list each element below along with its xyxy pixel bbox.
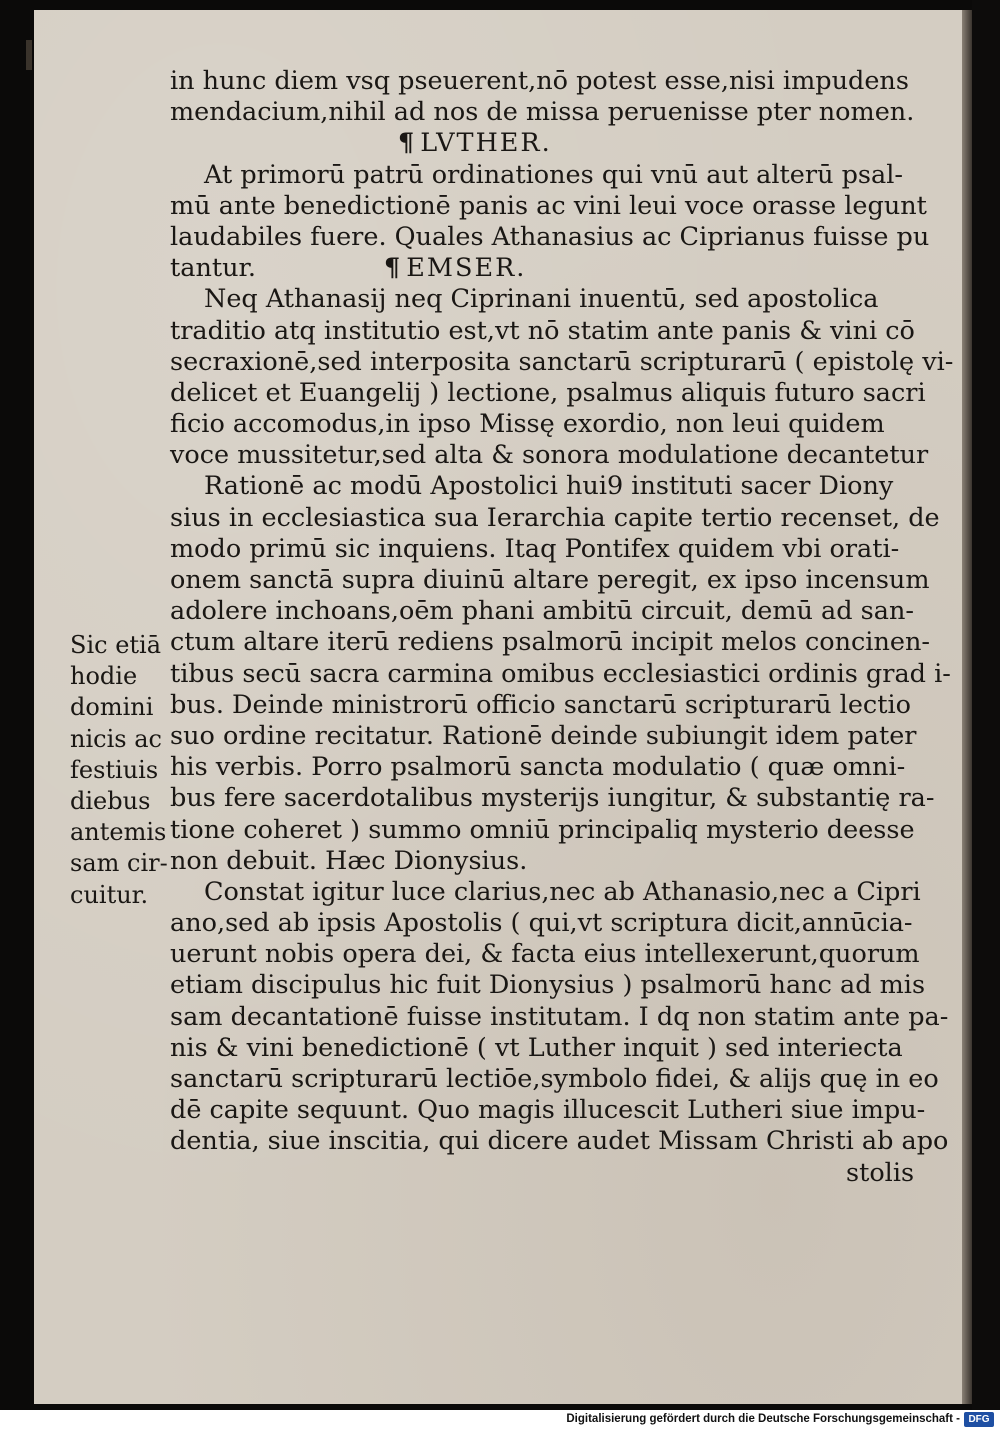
text-line: sius in ecclesiastica sua Ierarchia capite tertio recenset, de [170,502,940,533]
text-line: bus. Deinde ministrorū officio sanctarū scripturarū lectio [170,689,911,720]
text-line: dē capite sequunt. Quo magis illucescit Lutheri siue impu- [170,1095,926,1126]
heading-label: EMSER. [406,253,527,284]
pilcrow-mark: ¶ [398,128,417,159]
scan-border-right [972,0,1000,1410]
margin-note-line: antemis [70,818,167,847]
catchword: stolis [846,1157,915,1188]
section-heading-emser [256,253,526,283]
text-line: secraxionē,sed interposita sanctarū scripturarū ( epistolę vi- [170,346,954,377]
text-fragment: tantur. [170,253,257,284]
text-line: ctum altare iterū rediens psalmorū incipit melos concinen- [170,627,930,658]
text-line: delicet et Euangelij ) lectione, psalmus aliquis futuro sacri [170,377,926,408]
margin-note-line: sam cir- [70,849,168,878]
heading-label: LVTHER. [420,128,552,159]
text-line: mū ante benedictionē panis ac vini leui voce orasse legunt [170,190,927,221]
text-line: dentia, siue inscitia, qui dicere audet Missam Christi ab apo [170,1126,949,1157]
text-line: bus fere sacerdotalibus mysterijs iungitur, & substantię ra- [170,783,935,814]
page-edge-shadow [962,10,972,1404]
text-line: etiam discipulus hic fuit Dionysius ) psalmorū hanc ad mis [170,970,926,1001]
text-line: mendacium,nihil ad nos de missa peruenisse pter nomen. [170,97,915,128]
text-line: Rationē ac modū Apostolici hui9 instituti sacer Diony [204,471,894,502]
margin-note-line: Sic etiā [70,631,162,659]
text-line: voce mussitetur,sed alta & sonora modulatione decantetur [170,440,929,471]
text-line-with-heading [170,253,910,284]
binding-mark [26,40,32,70]
text-line: his verbis. Porro psalmorū sancta modulatio ( quæ omni- [170,752,906,783]
text-line: in hunc diem vsq pseuerent,nō potest esse,nisi impudens [170,66,909,96]
margin-note-line: festiuis [70,755,159,784]
margin-note-line: nicis ac [70,724,162,753]
margin-note-line: domini [70,693,154,722]
text-line: suo ordine recitatur. Rationē deinde subiungit idem pater [170,720,917,751]
text-line: tibus secū sacra carmina omibus ecclesiastici ordinis grad i- [170,658,951,689]
text-line: tione coheret ) summo omniū principaliq mysterio deesse [170,814,915,845]
text-line: Constat igitur luce clarius,nec ab Athanasio,nec a Cipri [204,876,921,907]
text-line: ficio accomodus,in ipso Missę exordio, non leui quidem [170,409,885,440]
dfg-logo[interactable]: DFG [964,1412,994,1427]
section-heading-luther [170,128,910,159]
text-line: At primorū patrū ordinationes qui vnū aut alterū psal- [204,159,903,190]
text-line: modo primū sic inquiens. Itaq Pontifex quidem vbi orati- [170,533,900,564]
margin-note [70,630,168,911]
pilcrow-mark: ¶ [384,253,403,284]
text-line: onem sanctā supra diuinū altare peregit, ex ipso incensum [170,565,930,595]
text-line: uerunt nobis opera dei, & facta eius intellexerunt,quorum [170,939,920,970]
text-line: sam decantationē fuisse institutam. I dq non statim ante pa- [170,1001,949,1032]
text-line: ano,sed ab ipsis Apostolis ( qui,vt scriptura dicit,annūcia- [170,908,913,939]
funding-credit: Digitalisierung gefördert durch die Deutsche Forschungsgemeinschaft - [566,1413,960,1425]
text-line: adolere inchoans,oēm phani ambitū circuit, demū ad san- [170,596,914,627]
footer-bar [0,1410,1000,1430]
text-line: traditio atq institutio est,vt nō statim ante panis & vini cō [170,315,915,346]
text-line: sanctarū scripturarū lectiōe,symbolo fidei, & alijs quę in eo [170,1064,939,1094]
margin-note-line: cuitur. [70,880,149,909]
text-line: non debuit. Hæc Dionysius. [170,845,528,876]
page-body-text [170,66,954,1189]
text-line: laudabiles fuere. Quales Athanasius ac Ciprianus fuisse pu [170,221,930,252]
text-line: nis & vini benedictionē ( vt Luther inquit ) sed interiecta [170,1032,903,1063]
margin-note-line: hodie [70,662,138,691]
text-line: Neq Athanasij neq Ciprinani inuentū, sed apostolica [204,284,879,315]
margin-note-line: diebus [70,786,151,815]
